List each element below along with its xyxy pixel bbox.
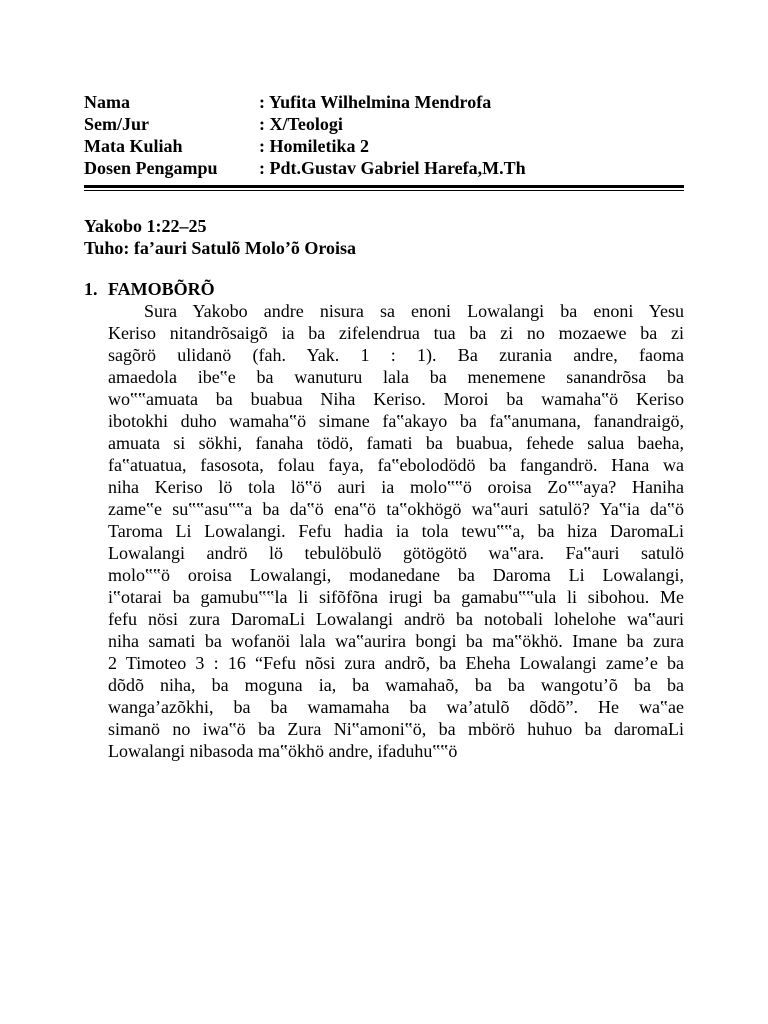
body-line: amuata si sökhi, fanaha tödö, famati ba buabua, fehede salua baeha, bbox=[108, 433, 684, 453]
section-heading bbox=[84, 278, 215, 300]
body-line: Keriso nitandrõsaigõ ia ba zifelendrua tua ba zi no mozaewe ba zi bbox=[108, 323, 684, 343]
body-line: Sura Yakobo andre nisura sa enoni Lowalangi ba enoni Yesu bbox=[144, 301, 684, 321]
body-line: amaedola ibe‟e ba wanuturu lala ba menemene sanandrõsa ba bbox=[108, 367, 684, 387]
body-line: 2 Timoteo 3 : 16 “Fefu nõsi zura andrõ, ba Eheha Lowalangi zame’e ba bbox=[108, 653, 684, 673]
header-value: : Homiletika 2 bbox=[259, 136, 369, 156]
header-value: : Pdt.Gustav Gabriel Harefa,M.Th bbox=[259, 158, 526, 178]
body-line: niha samati ba wofanöi lala wa‟aurira bongi ba ma‟ökhö. Imane ba zura bbox=[108, 631, 684, 651]
passage-reference: Yakobo 1:22–25 bbox=[84, 216, 207, 236]
header-value: : Yufita Wilhelmina Mendrofa bbox=[259, 92, 492, 112]
body-line: sagõrö ulidanö (fah. Yak. 1 : 1). Ba zurania andre, faoma bbox=[108, 345, 684, 365]
body-line: dõdõ niha, ba moguna ia, ba wamahaõ, ba ba wangotu’õ ba ba bbox=[108, 675, 684, 695]
header-divider-thin bbox=[84, 190, 684, 191]
body-line: zame‟e su‟‟asu‟‟a ba da‟ö ena‟ö ta‟okhögö wa‟auri satulö? Ya‟ia da‟ö bbox=[108, 499, 684, 519]
header-label: Sem/Jur bbox=[84, 114, 149, 134]
body-line: wo‟‟amuata ba buabua Niha Keriso. Moroi ba wamaha‟ö Keriso bbox=[108, 389, 684, 409]
section-number: 1. bbox=[84, 279, 98, 299]
body-line: niha Keriso lö tola lö‟ö auri ia molo‟‟ö oroisa Zo‟‟aya? Haniha bbox=[108, 477, 684, 497]
identity-header bbox=[84, 91, 684, 179]
header-row-name bbox=[84, 91, 684, 113]
body-line: simanö no iwa‟ö ba Zura Ni‟amoni‟ö, ba mbörö huhuo ba daromaLi bbox=[108, 719, 684, 739]
header-row-course bbox=[84, 135, 684, 157]
passage-theme: Tuho: fa’auri Satulõ Molo’õ Oroisa bbox=[84, 238, 357, 258]
body-line: fa‟atuatua, fasosota, folau faya, fa‟ebolodödö ba fangandrö. Hana wa bbox=[108, 455, 684, 475]
body-line: ibotokhi duho wamaha‟ö simane fa‟akayo ba fa‟anumana, fanandraigö, bbox=[108, 411, 684, 431]
header-label: Mata Kuliah bbox=[84, 136, 183, 156]
body-line: i‟otarai ba gamubu‟‟la li sifõfõna irugi ba gamabu‟‟ula li sibohou. Me bbox=[108, 587, 684, 607]
body-line: fefu nösi zura DaromaLi Lowalangi andrö ba notobali lohelohe wa‟auri bbox=[108, 609, 684, 629]
header-value: : X/Teologi bbox=[259, 114, 343, 134]
section-title: FAMOBÕRÕ bbox=[108, 279, 215, 299]
header-row-lecturer bbox=[84, 157, 684, 179]
passage-block bbox=[84, 215, 356, 259]
section-body bbox=[108, 300, 684, 762]
body-line: Lowalangi nibasoda ma‟ökhö andre, ifaduhu‟‟ö bbox=[108, 741, 458, 761]
header-divider-thick bbox=[84, 185, 684, 188]
body-line: wanga’azõkhi, ba ba wamamaha ba wa’atulõ dõdõ”. He wa‟ae bbox=[108, 697, 684, 717]
header-label: Dosen Pengampu bbox=[84, 158, 218, 178]
body-line: Lowalangi andrö lö tebulöbulö götögötö wa‟ara. Fa‟auri satulö bbox=[108, 543, 684, 563]
header-row-semester bbox=[84, 113, 684, 135]
body-line: molo‟‟ö oroisa Lowalangi, modanedane ba Daroma Li Lowalangi, bbox=[108, 565, 684, 585]
body-line: Taroma Li Lowalangi. Fefu hadia ia tola tewu‟‟a, ba hiza DaromaLi bbox=[108, 521, 684, 541]
header-label: Nama bbox=[84, 92, 130, 112]
